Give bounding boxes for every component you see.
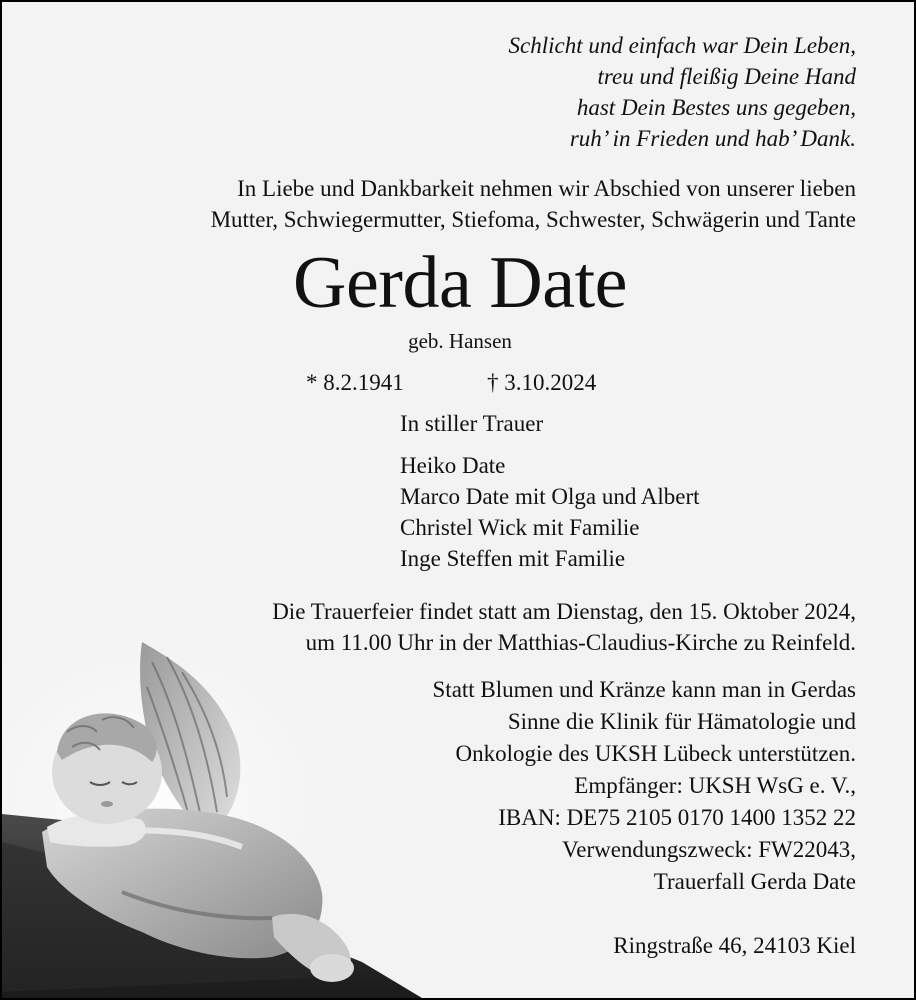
donation-line: Trauerfall Gerda Date [653,869,856,894]
intro-text [211,173,856,235]
poem-line: ruh’ in Frieden und hab’ Dank. [569,126,856,151]
service-line: Die Trauerfeier findet statt am Dienstag, den 15. Oktober 2024, [272,599,856,624]
birth-name: geb. Hansen [408,329,512,353]
birth-date: * 8.2.1941 [306,370,404,395]
mourner-name: Marco Date mit Olga und Albert [400,484,700,509]
donation-line: Sinne die Klinik für Hämatologie und [507,709,856,734]
death-date: † 3.10.2024 [487,370,597,395]
mourner-name: Christel Wick mit Familie [400,515,640,540]
mourner-name: Heiko Date [400,453,506,478]
mourner-name: Inge Steffen mit Familie [400,546,626,571]
poem-line: Schlicht und einfach war Dein Leben, [508,33,856,58]
mourners-list [400,408,700,574]
deceased-name: Gerda Date [293,242,627,324]
intro-line: Mutter, Schwiegermutter, Stiefoma, Schwester, Schwägerin und Tante [210,207,856,232]
sleeping-angel-image [2,632,422,998]
donation-line: Verwendungszweck: FW22043, [562,837,856,862]
donation-line: IBAN: DE75 2105 0170 1400 1352 22 [498,805,856,830]
donation-info [433,674,856,898]
mourners-heading: In stiller Trauer [400,411,544,436]
funeral-service-info [272,596,856,658]
poem-line: hast Dein Bestes uns gegeben, [576,95,856,120]
donation-line: Statt Blumen und Kränze kann man in Gerdas [432,677,856,702]
poem [509,30,857,154]
donation-line: Onkologie des UKSH Lübeck unterstützen. [455,741,856,766]
intro-line: In Liebe und Dankbarkeit nehmen wir Abschied von unserer lieben [237,176,856,201]
service-line: um 11.00 Uhr in der Matthias-Claudius-Kirche zu Reinfeld. [305,630,856,655]
poem-line: treu und fleißig Deine Hand [597,64,856,89]
donation-line: Empfänger: UKSH WsG e. V., [574,773,856,798]
address: Ringstraße 46, 24103 Kiel [613,933,856,958]
